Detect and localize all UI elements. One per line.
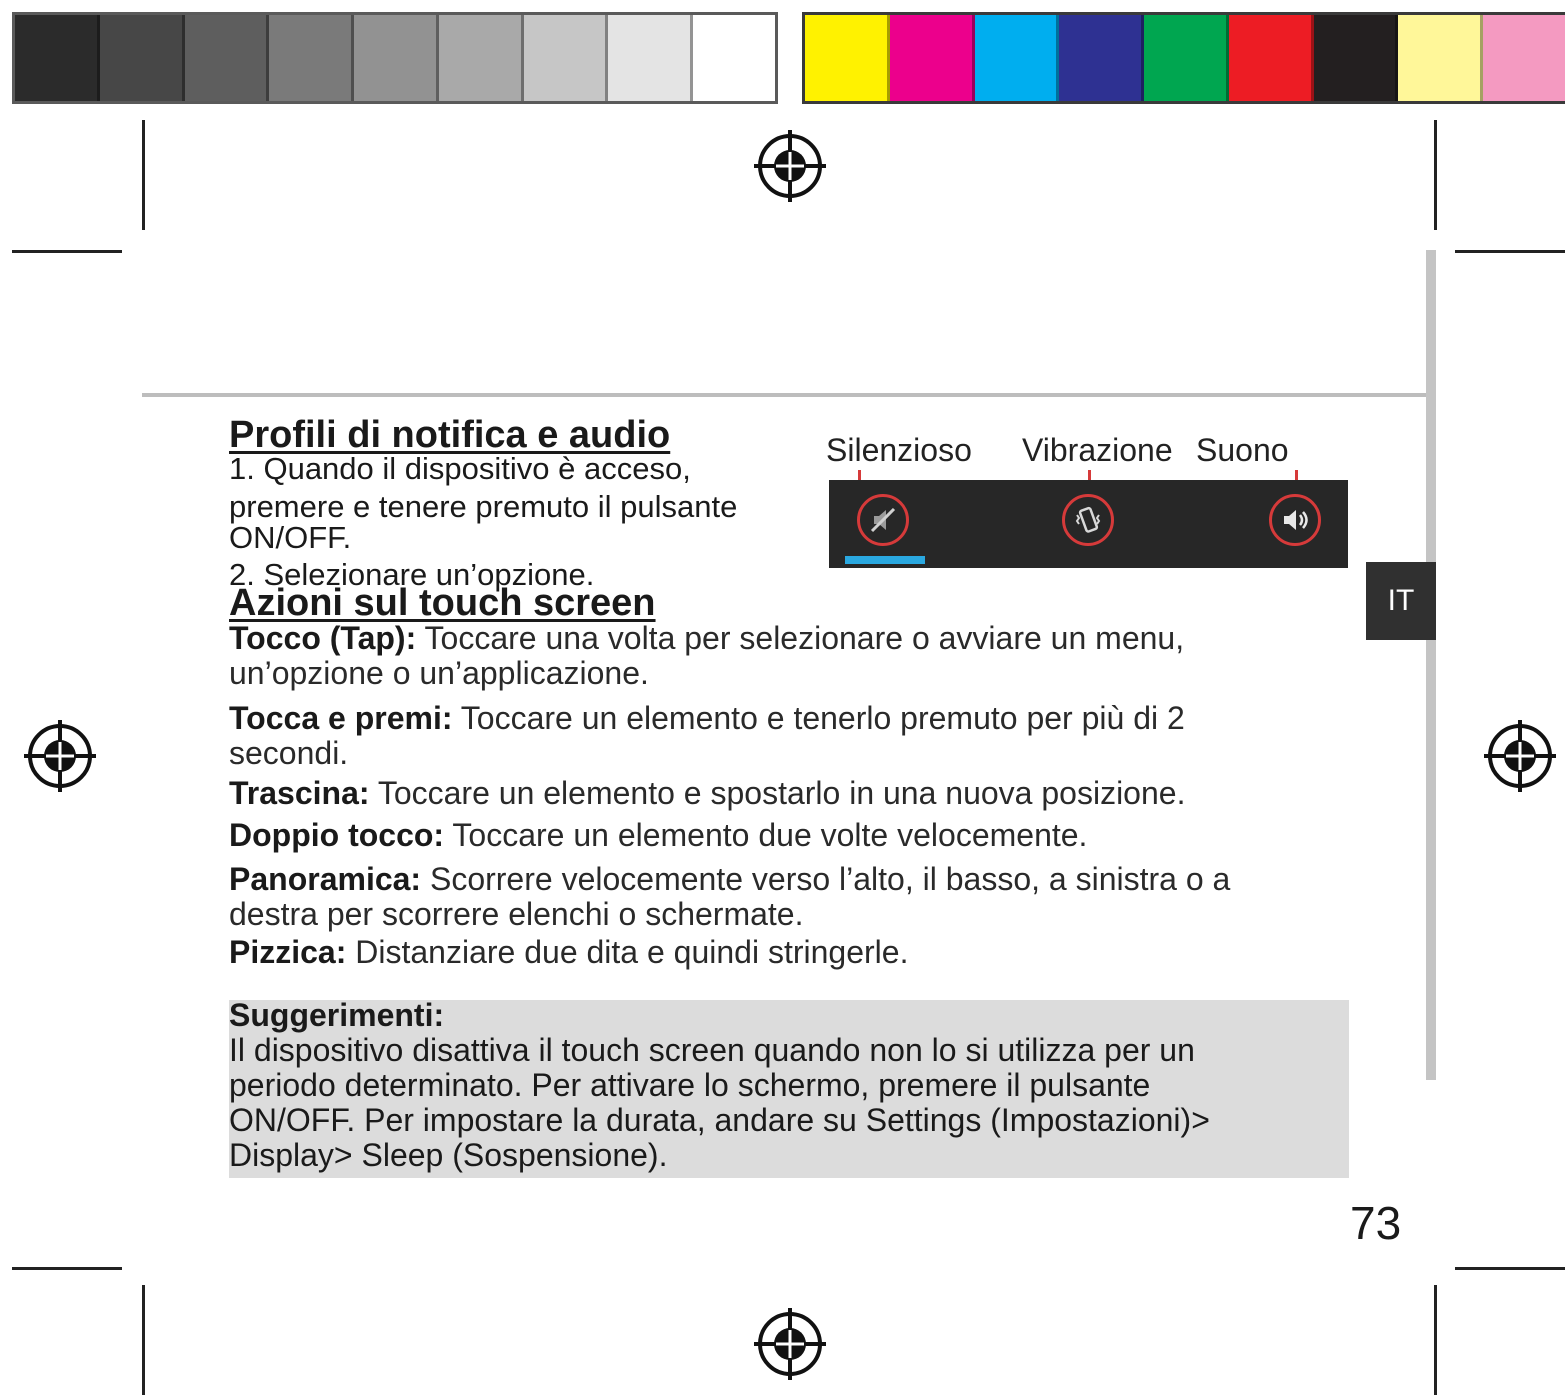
sound-profile-panel: [829, 480, 1348, 568]
grey-swatch: [354, 15, 439, 101]
action-desc: Toccare un elemento e spostarlo in una nuova posizione.: [377, 775, 1186, 811]
language-tab: IT: [1366, 562, 1436, 640]
color-swatch: [1144, 15, 1229, 101]
grey-swatch: [608, 15, 693, 101]
label-sound: Suono: [1196, 432, 1289, 468]
grey-swatch: [269, 15, 354, 101]
color-swatch: [1483, 15, 1565, 101]
action-term: Trascina:: [229, 775, 370, 811]
action-desc: Toccare una volta per selezionare o avviare un menu,: [424, 620, 1185, 656]
color-swatch: [1229, 15, 1314, 101]
grey-swatch: [185, 15, 270, 101]
page-header-rule: [142, 393, 1427, 397]
action-desc: Toccare un elemento due volte velocemente.: [452, 817, 1088, 853]
tips-line: ON/OFF. Per impostare la durata, andare su Settings (Impostazioni)>: [229, 1102, 1210, 1138]
action-desc-cont: secondi.: [229, 735, 349, 771]
section-title-touch-actions: Azioni sul touch screen: [229, 582, 656, 624]
section-title-notification-profiles: Profili di notifica e audio: [229, 414, 671, 456]
selected-profile-indicator: [845, 556, 925, 564]
action-term: Tocca e premi:: [229, 700, 453, 736]
crop-mark-bottom-left-vertical: [142, 1285, 145, 1395]
label-silent: Silenzioso: [826, 432, 972, 468]
registration-mark-right-icon: [1482, 718, 1558, 794]
step-1-line-3: ON/OFF.: [229, 520, 352, 555]
action-desc: Toccare un elemento e tenerlo premuto per più di 2: [460, 700, 1185, 736]
crop-mark-bottom-right-vertical: [1434, 1285, 1437, 1395]
crop-mark-top-left-horizontal: [12, 250, 122, 253]
tips-line: Il dispositivo disattiva il touch screen quando non lo si utilizza per un: [229, 1032, 1195, 1068]
tips-line: Display> Sleep (Sospensione).: [229, 1137, 668, 1173]
page-side-rule: [1426, 250, 1436, 1080]
action-pan: [229, 862, 1329, 932]
color-calibration-bar: [802, 12, 1565, 104]
color-swatch: [890, 15, 975, 101]
action-term: Panoramica:: [229, 861, 422, 897]
action-term: Tocco (Tap):: [229, 620, 417, 656]
crop-mark-bottom-right-horizontal: [1455, 1267, 1565, 1270]
action-term: Doppio tocco:: [229, 817, 445, 853]
action-desc-cont: destra per scorrere elenchi o schermate.: [229, 896, 804, 932]
registration-mark-left-icon: [22, 718, 98, 794]
grey-swatch: [439, 15, 524, 101]
color-swatch: [975, 15, 1060, 101]
color-swatch: [1314, 15, 1399, 101]
action-pinch: [229, 935, 1329, 970]
action-desc: Scorrere velocemente verso l’alto, il basso, a sinistra o a: [429, 861, 1231, 897]
registration-mark-top-icon: [752, 128, 828, 204]
color-swatch: [1398, 15, 1483, 101]
tips-content: [229, 998, 1329, 1173]
action-term: Pizzica:: [229, 934, 347, 970]
vibrate-icon[interactable]: [1062, 494, 1114, 546]
crop-mark-top-right-horizontal: [1455, 250, 1565, 253]
action-double-tap: [229, 818, 1329, 853]
grey-swatch: [15, 15, 100, 101]
greyscale-calibration-bar: [12, 12, 778, 104]
registration-mark-bottom-icon: [752, 1306, 828, 1382]
action-desc: Distanziare due dita e quindi stringerle.: [355, 934, 909, 970]
page-number: 73: [1350, 1197, 1402, 1249]
tips-line: periodo determinato. Per attivare lo schermo, premere il pulsante: [229, 1067, 1151, 1103]
crop-mark-top-left-vertical: [142, 120, 145, 230]
action-tap: [229, 621, 1329, 691]
grey-swatch: [693, 15, 775, 101]
step-1-line-2: premere e tenere premuto il pulsante: [229, 489, 738, 524]
grey-swatch: [524, 15, 609, 101]
action-drag: [229, 776, 1329, 811]
step-1-line-1: 1. Quando il dispositivo è acceso,: [229, 451, 691, 486]
color-swatch: [1059, 15, 1144, 101]
crop-mark-bottom-left-horizontal: [12, 1267, 122, 1270]
mute-icon[interactable]: [857, 494, 909, 546]
grey-swatch: [100, 15, 185, 101]
step-2: 2. Selezionare un’opzione.: [229, 557, 595, 592]
tips-title: Suggerimenti:: [229, 997, 445, 1033]
color-swatch: [805, 15, 890, 101]
speaker-icon[interactable]: [1269, 494, 1321, 546]
action-touch-and-hold: [229, 701, 1329, 771]
crop-mark-top-right-vertical: [1434, 120, 1437, 230]
label-vibrate: Vibrazione: [1022, 432, 1173, 468]
action-desc-cont: un’opzione o un’applicazione.: [229, 655, 649, 691]
